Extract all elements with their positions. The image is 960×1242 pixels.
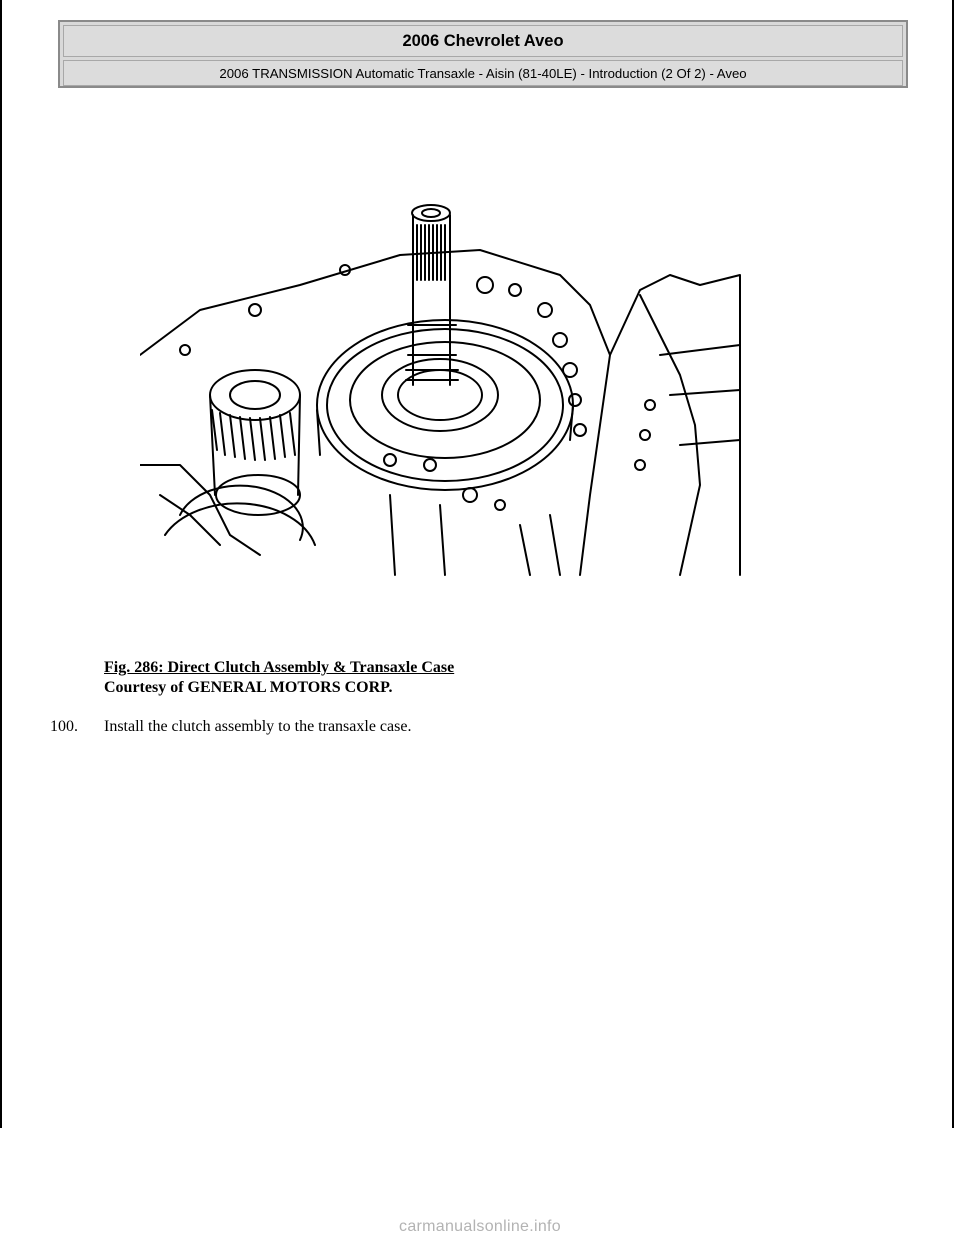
page-border-right xyxy=(952,0,954,1128)
figure-caption-credit: Courtesy of GENERAL MOTORS CORP. xyxy=(104,679,393,696)
figure-caption-title: Fig. 286: Direct Clutch Assembly & Transaxle Case xyxy=(104,659,455,676)
document-header xyxy=(58,20,908,88)
watermark: carmanualsonline.info xyxy=(399,1218,561,1235)
header-title: 2006 Chevrolet Aveo xyxy=(63,25,903,57)
transaxle-illustration xyxy=(140,195,750,585)
figure-caption xyxy=(104,658,454,698)
step-text: Install the clutch assembly to the transaxle case. xyxy=(104,718,412,735)
header-subtitle: 2006 TRANSMISSION Automatic Transaxle - Aisin (81-40LE) - Introduction (2 Of 2) - Aveo xyxy=(63,60,903,86)
page-border-left xyxy=(0,0,2,1128)
step-number: 100. xyxy=(50,718,78,735)
